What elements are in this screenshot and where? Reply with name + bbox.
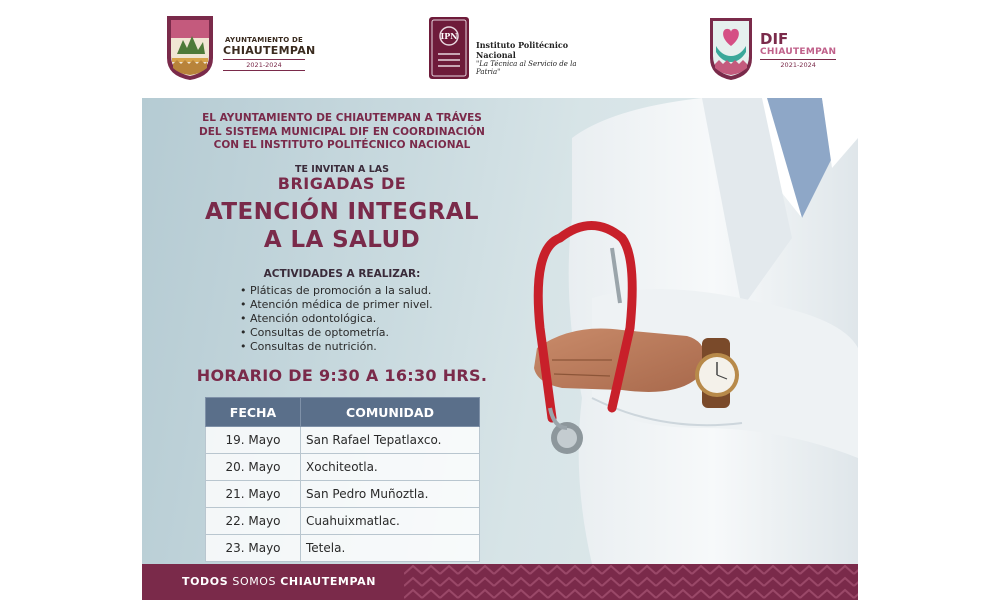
footer-slogan-bold-2: CHIAUTEMPAN — [280, 575, 377, 588]
ayuntamiento-years: 2021-2024 — [223, 59, 305, 71]
activity-item: • Atención odontológica. — [240, 312, 433, 326]
dif-label-big: DIF — [760, 30, 789, 48]
ayuntamiento-shield-icon — [165, 14, 215, 82]
brigadas-title: BRIGADAS DE — [277, 174, 407, 193]
table-row — [206, 508, 480, 535]
dif-years: 2021-2024 — [760, 59, 836, 69]
ipn-monogram: IPN — [440, 31, 458, 41]
health-brigade-poster — [142, 98, 858, 600]
cell-comunidad: Xochiteotla. — [301, 454, 480, 481]
ipn-name: Instituto Politécnico Nacional — [476, 40, 569, 60]
cell-fecha: 19. Mayo — [206, 427, 301, 454]
cell-comunidad: San Pedro Muñoztla. — [301, 481, 480, 508]
cell-fecha: 21. Mayo — [206, 481, 301, 508]
cell-comunidad: San Rafael Tepatlaxco. — [301, 427, 480, 454]
table-row — [206, 481, 480, 508]
dif-label-mid: CHIAUTEMPAN — [760, 47, 837, 57]
ipn-logo — [428, 14, 598, 88]
headline-line: ATENCIÓN INTEGRAL — [205, 199, 479, 225]
activities-title: ACTIVIDADES A REALIZAR: — [263, 268, 421, 280]
intro-text — [192, 112, 492, 153]
column-header-fecha: FECHA — [206, 398, 301, 427]
activity-item: • Consultas de nutrición. — [240, 340, 433, 354]
footer-slogan-bold-1: TODOS — [182, 575, 229, 588]
ipn-emblem-icon — [428, 16, 470, 80]
schedule-table — [205, 397, 480, 562]
intro-line: DEL SISTEMA MUNICIPAL DIF EN COORDINACIÓN — [199, 125, 485, 138]
activities-list — [240, 284, 433, 354]
table-row — [206, 427, 480, 454]
table-row — [206, 454, 480, 481]
cell-fecha: 23. Mayo — [206, 535, 301, 562]
cell-comunidad: Cuahuixmatlac. — [301, 508, 480, 535]
activity-item: • Consultas de optometría. — [240, 326, 433, 340]
footer-banner — [142, 564, 858, 600]
dif-shield-icon — [708, 16, 754, 82]
ayuntamiento-label-small: AYUNTAMIENTO DE — [225, 36, 303, 44]
footer-slogan-normal: SOMOS — [228, 575, 281, 588]
table-header-row — [206, 398, 480, 427]
ayuntamiento-label-big: CHIAUTEMPAN — [223, 44, 316, 57]
ayuntamiento-logo — [165, 14, 316, 88]
headline-title — [172, 198, 512, 254]
cell-fecha: 20. Mayo — [206, 454, 301, 481]
table-row — [206, 535, 480, 562]
activity-item: • Atención médica de primer nivel. — [240, 298, 433, 312]
column-header-comunidad: COMUNIDAD — [301, 398, 480, 427]
invite-text: TE INVITAN A LAS — [295, 164, 389, 175]
headline-line: A LA SALUD — [263, 227, 421, 253]
cell-fecha: 22. Mayo — [206, 508, 301, 535]
dif-logo — [708, 14, 848, 88]
footer-pattern-icon — [404, 564, 858, 600]
intro-line: EL AYUNTAMIENTO DE CHIAUTEMPAN A TRÁVES — [202, 112, 482, 124]
ipn-motto: "La Técnica al Servicio de la Patria" — [476, 60, 577, 76]
intro-line: CON EL INSTITUTO POLITÉCNICO NACIONAL — [213, 139, 471, 151]
footer-slogan — [182, 575, 376, 588]
activity-item: • Pláticas de promoción a la salud. — [240, 284, 433, 298]
schedule-hours: HORARIO DE 9:30 A 16:30 HRS. — [196, 366, 488, 385]
cell-comunidad: Tetela. — [301, 535, 480, 562]
